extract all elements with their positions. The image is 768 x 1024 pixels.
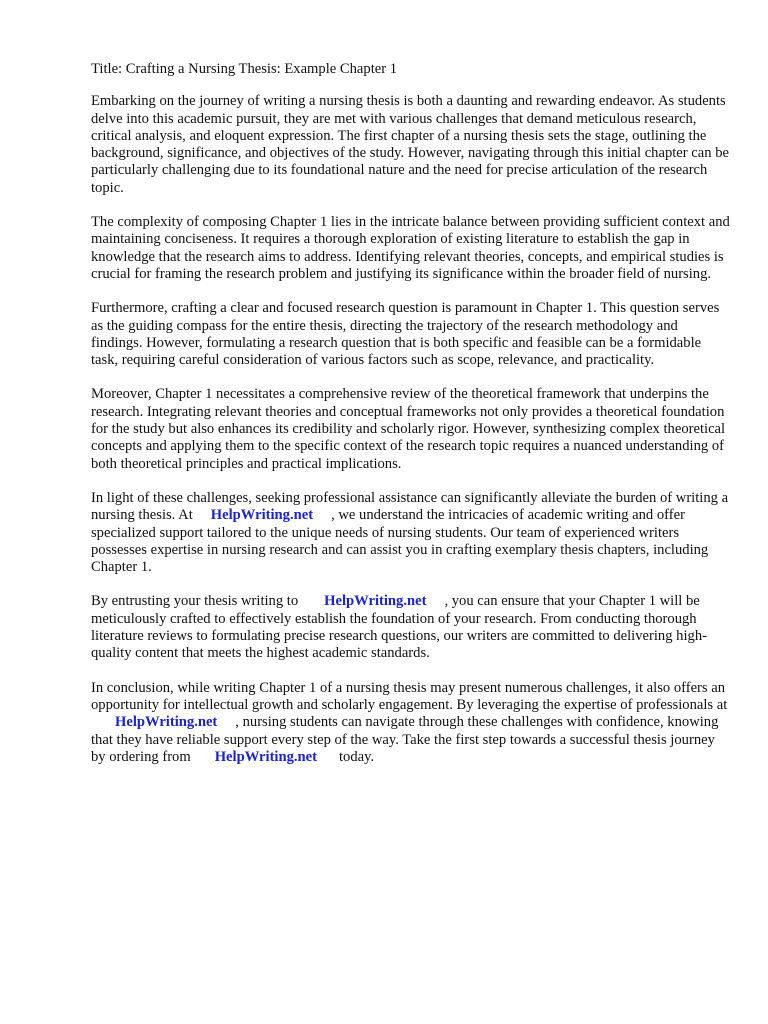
paragraph-assistance-text-before: In light of these challenges, seeking professional assistance can significantly alleviate the burden of writing a nursing thesis. At [91, 489, 729, 524]
helpwriting-link-2[interactable]: HelpWriting.net [324, 593, 427, 610]
helpwriting-link-1[interactable]: HelpWriting.net [210, 507, 314, 524]
paragraph-assistance-text-after: , we understand the intricacies of academic writing and offer specialized support tailored to the unique needs of nursing students. Our team of experienced writers possesses expertise in nursing research and can assist you in crafting exemplary thesis chapters, including Chapter 1. [91, 507, 709, 576]
paragraph-conclusion-text-middle: , nursing students can navigate through these challenges with confidence, knowing that they have reliable support every step of the way. Take the first step towards a successful thesis journey by ordering from [91, 714, 719, 765]
helpwriting-link-4[interactable]: HelpWriting.net [214, 748, 317, 765]
paragraph-intro: Embarking on the journey of writing a nursing thesis is both a daunting and rewarding endeavor. As students delve into this academic pursuit, they are met with various challenges that demand meticulous research, critical analysis, and eloquent expression. The first chapter of a nursing thesis sets the stage, outlining the background, significance, and objectives of the study. However, navigating through this initial chapter can be particularly challenging due to its foundational nature and the need for precise articulation of the research topic. [91, 93, 729, 196]
document-page [91, 61, 731, 783]
paragraph-entrusting-text-before: By entrusting your thesis writing to [91, 593, 299, 610]
helpwriting-link-3[interactable]: HelpWriting.net [115, 714, 218, 731]
paragraph-entrusting [91, 593, 731, 662]
paragraph-conclusion [91, 680, 731, 766]
document-title: Title: Crafting a Nursing Thesis: Example Chapter 1 [91, 61, 398, 77]
paragraph-conclusion-text-before: In conclusion, while writing Chapter 1 of a nursing thesis may present numerous challenges, it also offers an opportunity for intellectual growth and scholarly engagement. By leveraging the expertise of professionals at [91, 679, 728, 713]
paragraph-entrusting-text-after: , you can ensure that your Chapter 1 will be meticulously crafted to effectively establish the foundation of your research. From conducting thorough literature reviews to formulating precise research questions, our writers are committed to delivering high-quality content that meets the highest academic standards. [91, 593, 707, 662]
paragraph-theoretical-framework: Moreover, Chapter 1 necessitates a comprehensive review of the theoretical framework that underpins the research. Integrating relevant theories and conceptual frameworks not only provides a theoretical foundation for the study but also enhances its credibility and scholarly rigor. However, synthesizing complex theoretical concepts and applying them to the specific context of the research topic requires a nuanced understanding of both theoretical principles and practical implications. [91, 386, 726, 472]
paragraph-assistance [91, 490, 731, 576]
paragraph-complexity: The complexity of composing Chapter 1 lies in the intricate balance between providing sufficient context and maintaining conciseness. It requires a thorough exploration of existing literature to establish the gap in knowledge that the research aims to address. Identifying relevant theories, concepts, and empirical studies is crucial for framing the research problem and justifying its significance within the broader field of nursing. [91, 214, 730, 282]
paragraph-conclusion-text-after: today. [339, 748, 375, 765]
paragraph-research-question: Furthermore, crafting a clear and focused research question is paramount in Chapter 1. This question serves as the guiding compass for the entire thesis, directing the trajectory of the research methodology and findings. However, formulating a research question that is both specific and feasible can be a formidable task, requiring careful consideration of various factors such as scope, relevance, and practicality. [91, 300, 720, 369]
